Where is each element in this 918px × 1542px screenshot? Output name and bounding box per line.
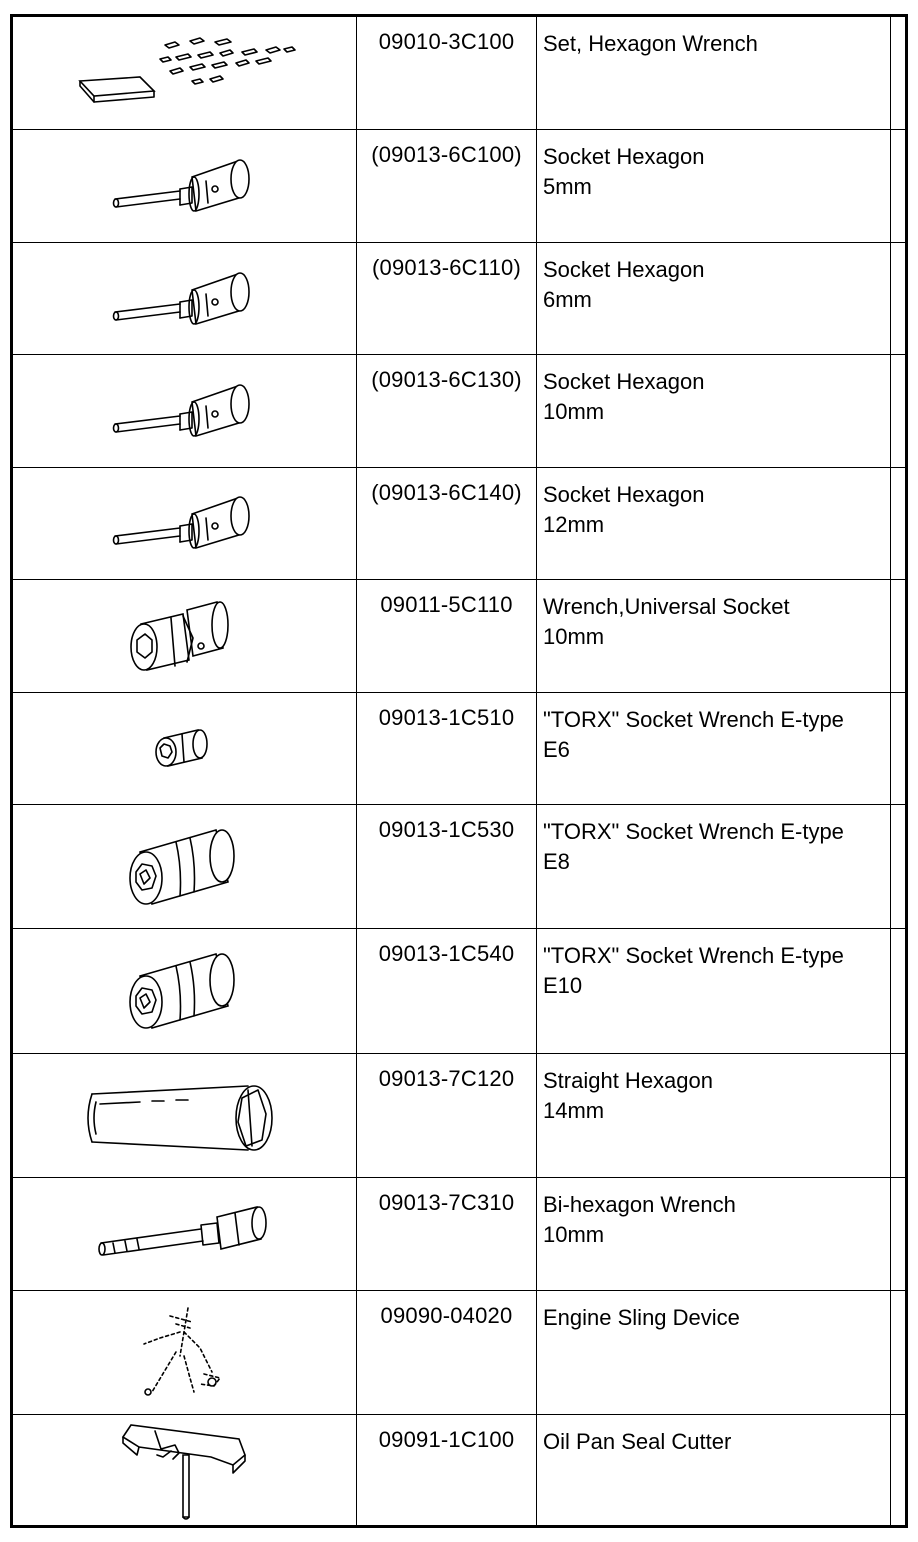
- tool-size: 5mm: [543, 174, 592, 200]
- part-number: (09013-6C100): [357, 130, 537, 241]
- part-number: 09013-7C310: [357, 1178, 537, 1289]
- tool-name: Socket Hexagon: [543, 481, 705, 507]
- part-number: 09091-1C100: [357, 1415, 537, 1525]
- tool-size: [543, 1457, 890, 1487]
- blank-cell: [891, 355, 905, 466]
- blank-cell: [891, 929, 905, 1052]
- table-row: [13, 579, 905, 691]
- torx-socket-small-icon: [150, 718, 220, 778]
- table-row: [13, 928, 905, 1052]
- tool-illustration: [13, 1054, 357, 1177]
- blank-cell: [891, 580, 905, 691]
- tool-illustration: [13, 1415, 357, 1525]
- table-row: [13, 242, 905, 354]
- part-number: 09010-3C100: [357, 17, 537, 129]
- tool-size: 10mm: [543, 624, 605, 650]
- tool-name: Straight Hexagon: [543, 1067, 713, 1093]
- tool-illustration: [13, 693, 357, 804]
- tool-size: [543, 1333, 890, 1363]
- tool-description: [537, 1291, 891, 1414]
- blank-cell: [891, 693, 905, 804]
- special-tools-table: [10, 14, 908, 1528]
- tool-name: Oil Pan Seal Cutter: [543, 1429, 732, 1454]
- tool-illustration: [13, 1178, 357, 1289]
- part-number: (09013-6C140): [357, 468, 537, 579]
- tool-name: "TORX" Socket Wrench E-type: [543, 819, 844, 845]
- tool-name: Socket Hexagon: [543, 144, 705, 170]
- tool-size: 10mm: [543, 1222, 605, 1248]
- table-row: [13, 1414, 905, 1525]
- tool-illustration: [13, 243, 357, 354]
- hexagon-wrench-set-icon: [70, 33, 300, 113]
- tool-name: Wrench,Universal Socket: [543, 594, 790, 620]
- tool-name: Bi-hexagon Wrench: [543, 1192, 736, 1218]
- blank-cell: [891, 243, 905, 354]
- tool-name: "TORX" Socket Wrench E-type: [543, 706, 844, 732]
- tool-description: [537, 1054, 891, 1177]
- part-number: 09013-1C530: [357, 805, 537, 928]
- tool-size: 6mm: [543, 286, 592, 312]
- tool-illustration: [13, 805, 357, 928]
- straight-hexagon-icon: [80, 1076, 290, 1156]
- socket-hexagon-icon: [110, 488, 260, 558]
- part-number: (09013-6C130): [357, 355, 537, 466]
- part-number: 09013-7C120: [357, 1054, 537, 1177]
- tool-description: [537, 805, 891, 928]
- blank-cell: [891, 17, 905, 129]
- blank-cell: [891, 468, 905, 579]
- tool-size: 10mm: [543, 399, 605, 425]
- part-number: 09090-04020: [357, 1291, 537, 1414]
- tool-description: [537, 1178, 891, 1289]
- tool-illustration: [13, 468, 357, 579]
- torx-socket-icon: [120, 946, 250, 1036]
- tool-size: 12mm: [543, 511, 605, 537]
- blank-cell: [891, 1291, 905, 1414]
- tool-name: Socket Hexagon: [543, 369, 705, 395]
- bi-hexagon-wrench-icon: [95, 1199, 275, 1269]
- part-number: 09013-1C540: [357, 929, 537, 1052]
- tool-illustration: [13, 580, 357, 691]
- table-row: [13, 1053, 905, 1177]
- tool-size: [543, 59, 890, 89]
- tool-size: E8: [543, 849, 570, 875]
- blank-cell: [891, 1178, 905, 1289]
- table-row: [13, 1290, 905, 1414]
- tool-illustration: [13, 17, 357, 129]
- tool-size: 14mm: [543, 1097, 605, 1123]
- tool-name: Engine Sling Device: [543, 1304, 740, 1330]
- table-row: [13, 692, 905, 804]
- tool-illustration: [13, 929, 357, 1052]
- engine-sling-icon: [140, 1302, 230, 1402]
- tool-description: [537, 355, 891, 466]
- table-row: [13, 804, 905, 928]
- table-row: [13, 1177, 905, 1289]
- tool-description: [537, 1415, 891, 1525]
- part-number: (09013-6C110): [357, 243, 537, 354]
- table-row: [13, 129, 905, 241]
- tool-description: [537, 468, 891, 579]
- tool-illustration: [13, 130, 357, 241]
- tool-illustration: [13, 1291, 357, 1414]
- tool-description: [537, 130, 891, 241]
- socket-hexagon-icon: [110, 376, 260, 446]
- socket-hexagon-icon: [110, 264, 260, 334]
- tool-illustration: [13, 355, 357, 466]
- tool-name: Set, Hexagon Wrench: [543, 31, 758, 56]
- part-number: 09013-1C510: [357, 693, 537, 804]
- tool-description: [537, 17, 891, 129]
- blank-cell: [891, 130, 905, 241]
- tool-size: E6: [543, 736, 570, 762]
- universal-socket-icon: [125, 596, 245, 676]
- socket-hexagon-icon: [110, 151, 260, 221]
- part-number: 09011-5C110: [357, 580, 537, 691]
- blank-cell: [891, 805, 905, 928]
- torx-socket-icon: [120, 822, 250, 912]
- table-row: [13, 467, 905, 579]
- blank-cell: [891, 1054, 905, 1177]
- tool-name: Socket Hexagon: [543, 256, 705, 282]
- oil-pan-seal-cutter-icon: [115, 1415, 255, 1525]
- tool-size: E10: [543, 973, 583, 999]
- table-row: [13, 17, 905, 129]
- blank-cell: [891, 1415, 905, 1525]
- tool-description: [537, 929, 891, 1052]
- tool-description: [537, 243, 891, 354]
- tool-description: [537, 693, 891, 804]
- tool-description: [537, 580, 891, 691]
- tool-name: "TORX" Socket Wrench E-type: [543, 943, 844, 969]
- table-row: [13, 354, 905, 466]
